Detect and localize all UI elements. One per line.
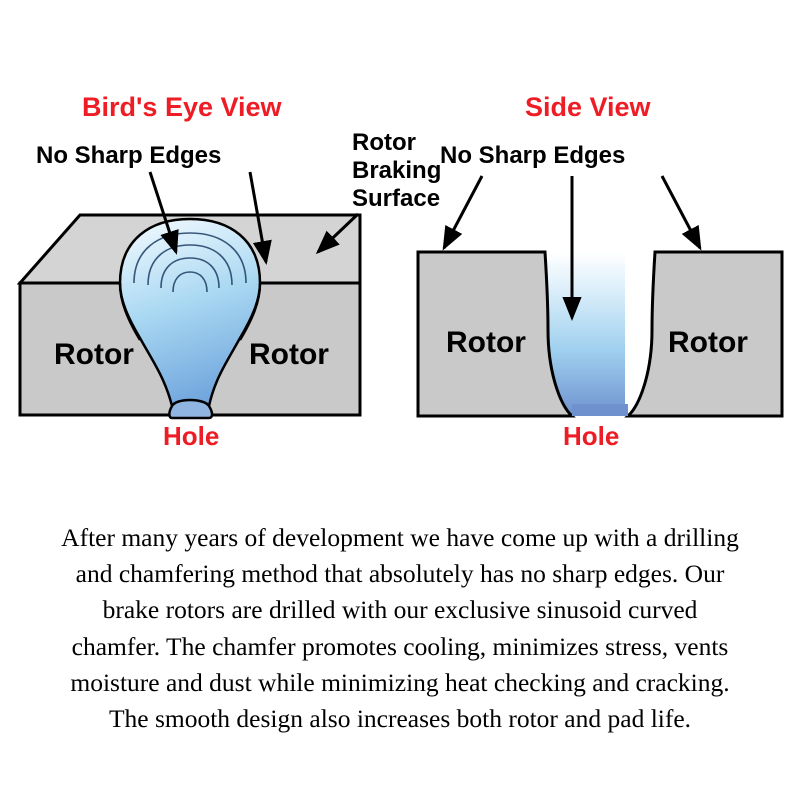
side-view-rotor-right-label: Rotor [668, 326, 748, 359]
rotor-braking-surface-label-line1: Rotor [352, 129, 416, 156]
side-view-no-sharp-edges-label: No Sharp Edges [440, 142, 626, 169]
caption-block [0, 520, 800, 737]
side-hole-bottom [572, 404, 628, 416]
caption-line: moisture and dust while minimizing heat checking and cracking. [70, 667, 730, 697]
birds-eye-rotor-right-label: Rotor [249, 338, 329, 371]
birds-eye-hole-label: Hole [163, 421, 220, 451]
birds-eye-rotor-left-label: Rotor [54, 338, 134, 371]
arrow-side-right [662, 176, 700, 248]
arrow-side-left [444, 176, 482, 248]
side-view-rotor-left-label: Rotor [446, 326, 526, 359]
caption-line: The smooth design also increases both rotor and pad life. [108, 704, 692, 734]
rotor-braking-surface-label-line3: Surface [352, 185, 441, 212]
caption-line: After many years of development we have come up with a drilling [61, 523, 739, 552]
rotor-braking-surface-label-line2: Braking [352, 157, 442, 184]
side-view-group [418, 92, 782, 451]
caption-line: brake rotors are drilled with our exclusive sinusoid curved [102, 595, 698, 625]
birds-eye-view-group [20, 92, 441, 451]
hole-opening [169, 400, 212, 418]
birds-eye-title: Bird's Eye View [82, 92, 282, 122]
caption-line: and chamfering method that absolutely has no sharp edges. Our [75, 559, 725, 589]
birds-eye-no-sharp-edges-label: No Sharp Edges [36, 142, 222, 169]
side-view-title: Side View [525, 92, 651, 122]
caption-line: chamfer. The chamfer promotes cooling, minimizes stress, vents [71, 631, 729, 661]
side-view-hole-label: Hole [563, 421, 620, 451]
